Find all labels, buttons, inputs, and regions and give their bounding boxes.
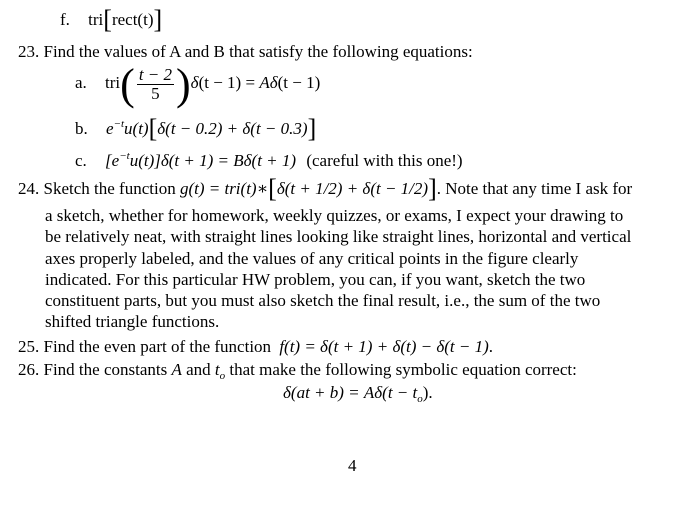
q23-text: Find the values of A and B that satisfy the following equations:: [43, 42, 473, 61]
q23-part-b: b. $e^{-t}u(t)[\delta(t - 0.2) + \delta(t - 0.3)]$: [75, 114, 317, 143]
q24-line-1: a sketch, whether for homework, weekly quizzes, or exams, I expect your drawing to: [45, 206, 624, 225]
q24-line-5: constituent parts, but you must also sketch the final result, i.e., the sum of the two: [45, 291, 601, 310]
q24-number: 24.: [18, 179, 40, 198]
q23-a-delta-2: δ: [269, 73, 278, 92]
q25-formula: f(t) = δ(t + 1) + δ(t) − δ(t − 1): [279, 337, 489, 356]
item-f-letter: f.: [60, 10, 70, 29]
q24-lead: Sketch the function: [43, 179, 176, 198]
q23-c-letter: c.: [75, 151, 87, 170]
q26-text-2: and: [186, 360, 211, 379]
q23-c-note: (careful with this one!): [306, 151, 463, 170]
item-f: f. tri[rect(t)]: [60, 5, 163, 34]
q26-number: 26.: [18, 360, 40, 379]
q23-a-letter: a.: [75, 73, 87, 92]
q23-a-A: A: [259, 73, 270, 92]
q23-a-delta-1: δ: [190, 73, 199, 92]
q26-eq-sub: o: [417, 393, 423, 405]
q23-a-fraction: [137, 66, 174, 103]
q23-c-expr-1: [e: [105, 151, 120, 170]
q23-a-arg-2: (t − 1): [277, 73, 321, 92]
q23-part-a: a. tri( $\frac{t - 2}{5}$ )δ(t − 1) = Aδ(t − 1): [75, 60, 321, 109]
q26-eq-right: ).: [422, 383, 433, 402]
q23-c-exp: −t: [119, 150, 130, 162]
q23-a-tri: tri: [105, 73, 121, 92]
q23-b-letter: b.: [75, 119, 88, 138]
q26-text-3: that make the following symbolic equation correct:: [229, 360, 577, 379]
q26-eq-left: δ(at + b) = Aδ(t − t: [283, 383, 418, 402]
q24-formula-inner: δ(t + 1/2) + δ(t − 1/2): [276, 179, 429, 198]
question-25: [18, 336, 493, 357]
q23-b-u: u(t): [124, 119, 149, 138]
q23-b-inner: δ(t − 0.2) + δ(t − 0.3): [157, 119, 308, 138]
q26-A: A: [171, 360, 182, 379]
q24-after: . Note that any time I ask for: [436, 179, 633, 198]
q23-a-numerator: t − 2: [138, 64, 173, 84]
q26-t: t: [214, 360, 220, 379]
question-23: [18, 41, 473, 62]
q23-c-expr-2: u(t)]δ(t + 1) = Bδ(t + 1): [129, 151, 297, 170]
q24-line-6: shifted triangle functions.: [45, 312, 220, 331]
q26-text-1: Find the constants: [43, 360, 168, 379]
q25-end: .: [488, 337, 494, 356]
question-24: 24. Sketch the function g(t) = tri(t)∗[δ(t + 1/2) + δ(t − 1/2)]. Note that any time I ask for: [18, 174, 633, 203]
q23-number: 23.: [18, 42, 40, 61]
item-f-inner: rect(t): [111, 10, 154, 29]
q26-equation: [283, 382, 433, 406]
q24-formula: g(t) = tri(t)∗: [179, 179, 269, 198]
q23-part-c: [75, 150, 463, 174]
q25-text: Find the even part of the function: [43, 337, 272, 356]
q23-b-exp: −t: [113, 118, 125, 130]
q23-a-denominator: 5: [151, 83, 160, 103]
q24-line-3: axes properly labeled, and the values of any critical points in the figure clearly: [45, 249, 579, 268]
q23-a-arg-1: (t − 1) =: [198, 73, 260, 92]
item-f-tri: tri: [88, 10, 104, 29]
question-26: [18, 359, 577, 383]
q24-line-2: be relatively neat, with straight lines looking like straight lines, horizontal and vertical: [45, 227, 632, 246]
page-number: 4: [348, 456, 357, 475]
q26-t-sub: o: [219, 370, 226, 382]
q25-number: 25.: [18, 337, 40, 356]
q24-line-4: indicated. For this particular HW problem, you can, if you want, sketch the two: [45, 270, 586, 289]
q23-b-e: e: [106, 119, 114, 138]
